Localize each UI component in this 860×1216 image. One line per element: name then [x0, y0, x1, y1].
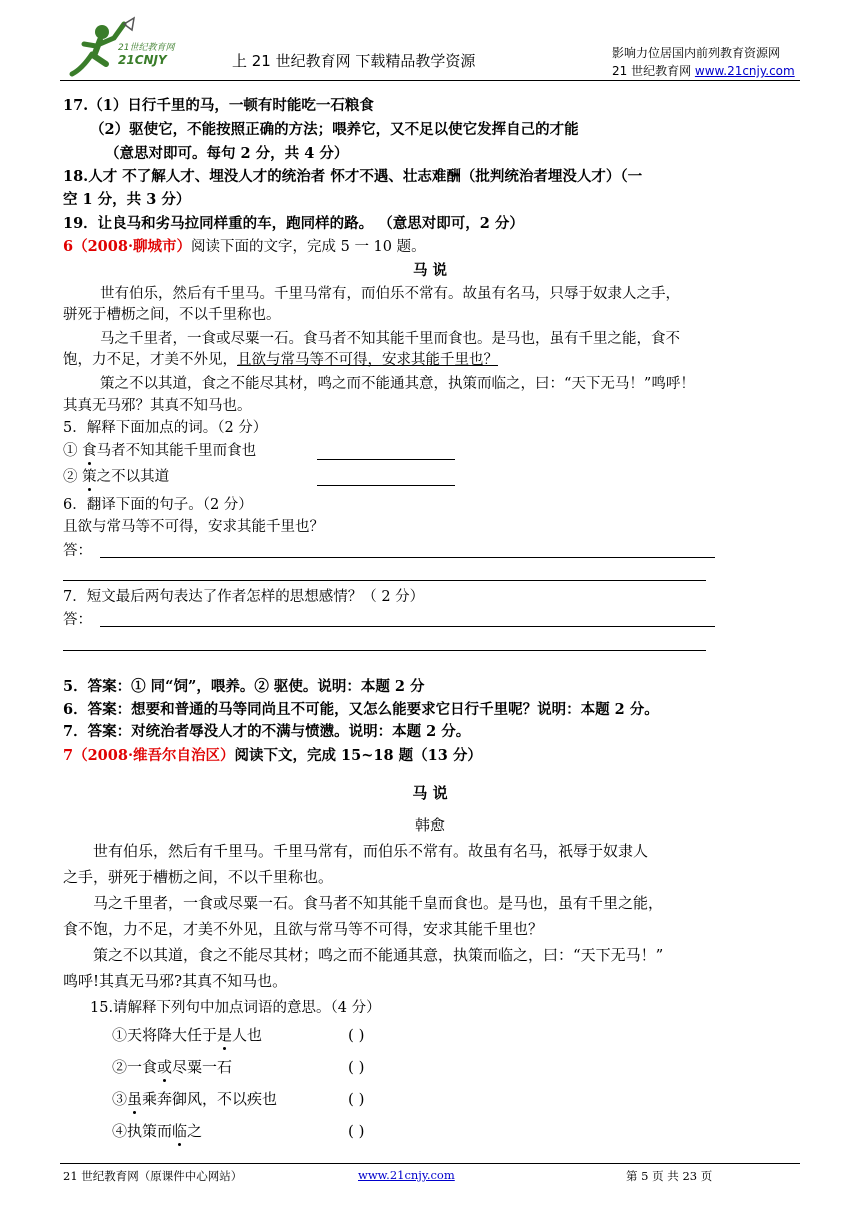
q6-answer-line2[interactable]	[63, 580, 706, 581]
q6-sentence: 且欲与常马等不可得，安求其能千里也？	[63, 519, 324, 535]
q15-item3-dotted: 虽	[127, 1090, 143, 1108]
footer-link[interactable]: www.21cnjy.com	[358, 1168, 455, 1182]
t1-line1: 世有伯乐，然后有千里马。千里马常有，而伯乐不常有。故虽有名马，祇辱于奴隶人	[93, 842, 649, 860]
q17-line3: （意思对即可。每句 2 分，共 4 分）	[105, 145, 349, 162]
q5-prompt: 5．解释下面加点的词。（2 分）	[63, 420, 268, 436]
q18-line1: 18.人才 不了解人才、埋没人才的统治者 怀才不遇、壮志难酬（批判统治者埋没人才）（一	[63, 168, 643, 185]
q15-item1-text-a: ①天将降大任于	[112, 1026, 218, 1044]
header-site-prefix: 21 世纪教育网	[612, 64, 695, 78]
q15-item1-text-b: 人也	[232, 1026, 263, 1044]
q5-item2-text: 之不以其道	[96, 469, 170, 485]
q7-prompt: 7．短文最后两句表达了作者怎样的思想感情？（ 2 分）	[63, 589, 425, 605]
p3-line1: 策之不以其道，食之不能尽其材，鸣之而不能通其意，执策而临之，曰：“天下无马！”鸣呼！	[100, 376, 695, 392]
p2-line2	[63, 350, 498, 370]
p2-line1: 马之千里者，一食或尽粟一石。食马者不知其能千里而食也。是马也，虽有千里之能，食不	[100, 331, 680, 347]
q5-item1	[63, 441, 256, 461]
footer-divider	[60, 1163, 800, 1164]
section6-source: 6（2008·聊城市）	[63, 238, 191, 255]
q15-item3-text-b: 乘奔御风，不以疾也	[142, 1090, 278, 1108]
t1-line2: 之手，骈死于槽枥之间，不以千里称也。	[63, 868, 334, 886]
header-slogan: 影响力位居国内前列教育资源网	[612, 46, 781, 60]
logo-text-top: 21世纪教育网	[118, 43, 175, 53]
q15-item4-dotted: 临	[172, 1122, 188, 1140]
passage2-title: 马 说	[412, 784, 448, 802]
q17-line1: 17.（1）日行千里的马，一顿有时能吃一石粮食	[63, 97, 374, 114]
q6-prompt: 6．翻译下面的句子。（2 分）	[63, 497, 253, 513]
passage2-author: 韩愈	[414, 816, 445, 834]
q5-item1-text: 马者不知其能千里而食也	[96, 443, 257, 459]
q7-answer-line2[interactable]	[63, 650, 706, 651]
section6-instruction: 阅读下面的文字，完成 5 一 10 题。	[191, 239, 426, 255]
t3-line2: 鸣呼!其真无马邪?其真不知马也。	[63, 972, 288, 990]
answer5: 5．答案：① 同“饲”，喂养。② 驱使。说明：本题 2 分	[63, 678, 425, 695]
site-logo	[62, 14, 182, 80]
section7-source: 7（2008·维吾尔自治区）	[63, 747, 235, 764]
q18-line2: 空 1 分，共 3 分）	[63, 191, 191, 208]
q15-item2-dotted: 或	[157, 1058, 173, 1076]
passage1-title: 马 说	[412, 262, 448, 279]
q15-item1-blank[interactable]: ( )	[348, 1026, 365, 1044]
t2-line1: 马之千里者，一食或尽粟一石。食马者不知其能千皇而食也。是马也，虽有千里之能，	[93, 894, 664, 912]
q15-item4	[112, 1121, 202, 1141]
footer-left: 21 世纪教育网（原课件中心网站）	[63, 1169, 243, 1183]
q15-item3	[112, 1089, 277, 1109]
q7-answer-line1[interactable]	[100, 626, 715, 627]
p3-line2: 其真无马邪？其真不知马也。	[63, 398, 252, 414]
section7-instruction: 阅读下文，完成 15~18 题（13 分）	[234, 747, 482, 764]
header-divider	[60, 80, 800, 81]
q15-item4-text-a: ④执策而	[112, 1122, 173, 1140]
q15-item3-text-a: ③	[112, 1090, 128, 1108]
q15-item4-blank[interactable]: ( )	[348, 1122, 365, 1140]
q5-item1-num: ①	[63, 443, 83, 459]
q5-item2-blank[interactable]	[317, 485, 455, 486]
answer6: 6．答案：想要和普通的马等同尚且不可能，又怎么能要求它日行千里呢？说明：本题 2 分。	[63, 701, 659, 718]
q5-item2-num: ②	[63, 469, 83, 485]
q19-line: 19．让良马和劣马拉同样重的车，跑同样的路。 （意思对即可，2 分）	[63, 215, 524, 232]
section7-heading	[63, 746, 482, 766]
q6-answer-label: 答：	[63, 543, 92, 559]
q15-item1	[112, 1025, 262, 1045]
t3-line1: 策之不以其道，食之不能尽其材；鸣之而不能通其意，执策而临之，曰：“天下无马！”	[93, 946, 664, 964]
q7-answer-label: 答：	[63, 612, 92, 628]
header-site	[612, 62, 795, 79]
q15-item2	[112, 1057, 232, 1077]
p1-line1: 世有伯乐，然后有千里马。千里马常有，而伯乐不常有。故虽有名马，只辱于奴隶人之手，	[100, 286, 680, 302]
q5-item2-dotted: 策	[82, 469, 97, 485]
t2-line2: 食不饱，力不足，才美不外见，且欲与常马等不可得，安求其能千里也？	[63, 920, 544, 938]
header-site-link[interactable]: www.21cnjy.com	[694, 64, 795, 78]
q15-item4-text-b: 之	[187, 1122, 203, 1140]
section6-heading	[63, 237, 426, 257]
q6-answer-line1[interactable]	[100, 557, 715, 558]
q5-item2	[63, 467, 169, 487]
answer7: 7．答案：对统治者辱没人才的不满与愤懑。说明：本题 2 分。	[63, 723, 471, 740]
logo-text-bottom: 21CNJY	[118, 53, 167, 67]
p2-line2-text: 饱，力不足，才美不外见，	[63, 352, 237, 368]
q5-item1-blank[interactable]	[317, 459, 455, 460]
q5-item1-dotted: 食	[82, 443, 97, 459]
q15-item2-blank[interactable]: ( )	[348, 1058, 365, 1076]
site-title: 上 21 世纪教育网 下载精品教学资源	[232, 52, 476, 70]
p1-line2: 骈死于槽枥之间，不以千里称也。	[63, 307, 281, 323]
q15-item2-text-b: 尽粟一石	[172, 1058, 233, 1076]
q17-line2: （2）驱使它，不能按照正确的方法；喂养它，又不足以使它发挥自己的才能	[90, 121, 579, 138]
p2-underlined-sentence: 且欲与常马等不可得，安求其能千里也？	[237, 352, 498, 368]
q15-item2-text-a: ②一食	[112, 1058, 158, 1076]
q15-prompt: 15.请解释下列句中加点词语的意思。（4 分）	[90, 1000, 381, 1016]
q15-item1-dotted: 是	[217, 1026, 233, 1044]
q15-item3-blank[interactable]: ( )	[348, 1090, 365, 1108]
footer-page: 第 5 页 共 23 页	[626, 1169, 713, 1183]
